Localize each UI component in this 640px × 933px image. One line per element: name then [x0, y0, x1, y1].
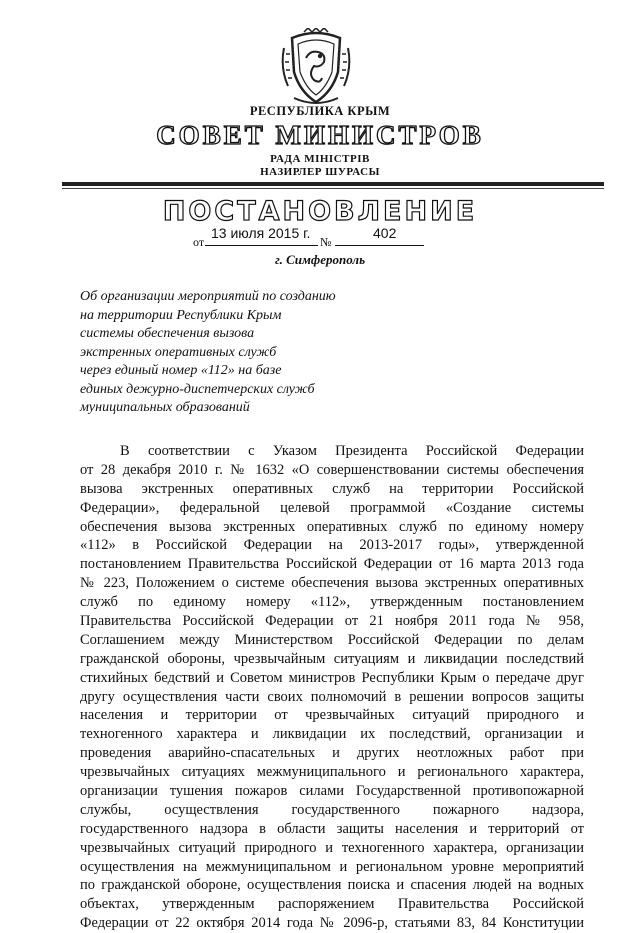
body-line: от 28 декабря 2010 г. № 1632 «О совершенствовании системы обеспечения — [80, 461, 584, 478]
decree-number: 402 — [373, 225, 397, 241]
body-line: Федерации», федеральной целевой программой «Создание системы — [80, 499, 584, 516]
body-line: Федерации от 22 октября 2014 года № 2096-р, статьями 83, 84 Конституции — [80, 915, 584, 932]
coat-of-arms-emblem — [280, 28, 352, 106]
body-line: проведения аварийно-спасательных и других неотложных работ при — [80, 745, 584, 762]
body-line: вызова экстренных оперативных служб на территории Российской — [80, 480, 584, 497]
decree-city: г. Симферополь — [274, 252, 366, 267]
subject-line: на территории Республики Крым — [80, 307, 282, 323]
body-line: В соответствии с Указом Президента Российской Федерации — [120, 443, 584, 459]
body-line: населения и территории от чрезвычайных ситуаций природного и — [80, 707, 584, 724]
council-name-ukrainian: РАДА МІНІСТРІВ — [270, 153, 370, 165]
body-line: постановлением Правительства Российской Федерации от 16 марта 2013 года — [80, 556, 584, 573]
body-line: по гражданской обороне, осуществления поиска и спасения людей на водных — [80, 877, 584, 894]
body-line: служб по единому номеру «112», утвержденным постановлением — [80, 594, 584, 611]
date-label: от — [193, 235, 205, 249]
body-line: «112» в Российской Федерации на 2013-2017 годы», утвержденной — [80, 537, 584, 554]
subject-line: экстренных оперативных служб — [80, 344, 277, 360]
body-line: чрезвычайных ситуациях межмуниципального и регионального характера, — [80, 764, 584, 781]
decree-subject — [80, 288, 410, 418]
decree-body — [80, 442, 584, 933]
body-line: стихийных бедствий и Советом министров Республики Крым о передаче друг — [80, 669, 584, 686]
header-divider-thick — [62, 182, 604, 186]
body-line: осуществления на межмуниципальном и региональном уровне мероприятий — [80, 858, 584, 875]
body-line: службы, осуществления государственного пожарного надзора, — [80, 801, 584, 818]
number-label: № — [320, 235, 332, 249]
date-underline — [205, 245, 318, 246]
number-underline — [335, 245, 424, 246]
council-name-crimean-tatar: НАЗИРЛЕР ШУРАСЫ — [260, 166, 380, 178]
header-divider-thin — [62, 188, 604, 189]
subject-line: системы обеспечения вызова — [80, 326, 255, 341]
body-line: гражданской обороны, чрезвычайным ситуациям и ликвидации последствий — [80, 650, 584, 667]
subject-line: Об организации мероприятий по созданию — [80, 289, 336, 304]
republic-name: РЕСПУБЛИКА КРЫМ — [249, 104, 391, 118]
body-line: чрезвычайных ситуаций природного и техногенного характера, организации — [80, 839, 584, 856]
body-line: техногенного характера и ликвидации их последствий, организации и — [80, 726, 584, 743]
subject-line: через единый номер «112» на базе — [80, 363, 282, 378]
document-type-title: ПОСТАНОВЛЕНИЕ — [162, 196, 478, 227]
body-line: Правительства Российской Федерации от 21 ноября 2011 года № 958, — [80, 613, 584, 630]
body-line: объектах, утвержденным распоряжением Правительства Российской — [80, 896, 584, 913]
body-line: организации тушения пожаров силами Государственной противопожарной — [80, 783, 584, 800]
body-line: № 223, Положением о системе обеспечения вызова экстренных оперативных — [80, 575, 584, 592]
decree-date: 13 июля 2015 г. — [211, 225, 311, 241]
subject-line: муниципальных образований — [80, 400, 250, 415]
council-name: СОВЕТ МИНИСТРОВ — [156, 120, 484, 150]
body-line: обеспечения вызова экстренных оперативных служб по единому номеру — [80, 518, 584, 535]
body-line: Соглашением между Министерством Российской Федерации по делам — [80, 631, 584, 648]
subject-line: единых дежурно-диспетчерских служб — [80, 381, 315, 397]
body-line: государственного надзора в области защиты населения и территорий от — [80, 820, 584, 837]
body-line: другу осуществления части своих полномочий в решении вопросов защиты — [80, 688, 584, 705]
